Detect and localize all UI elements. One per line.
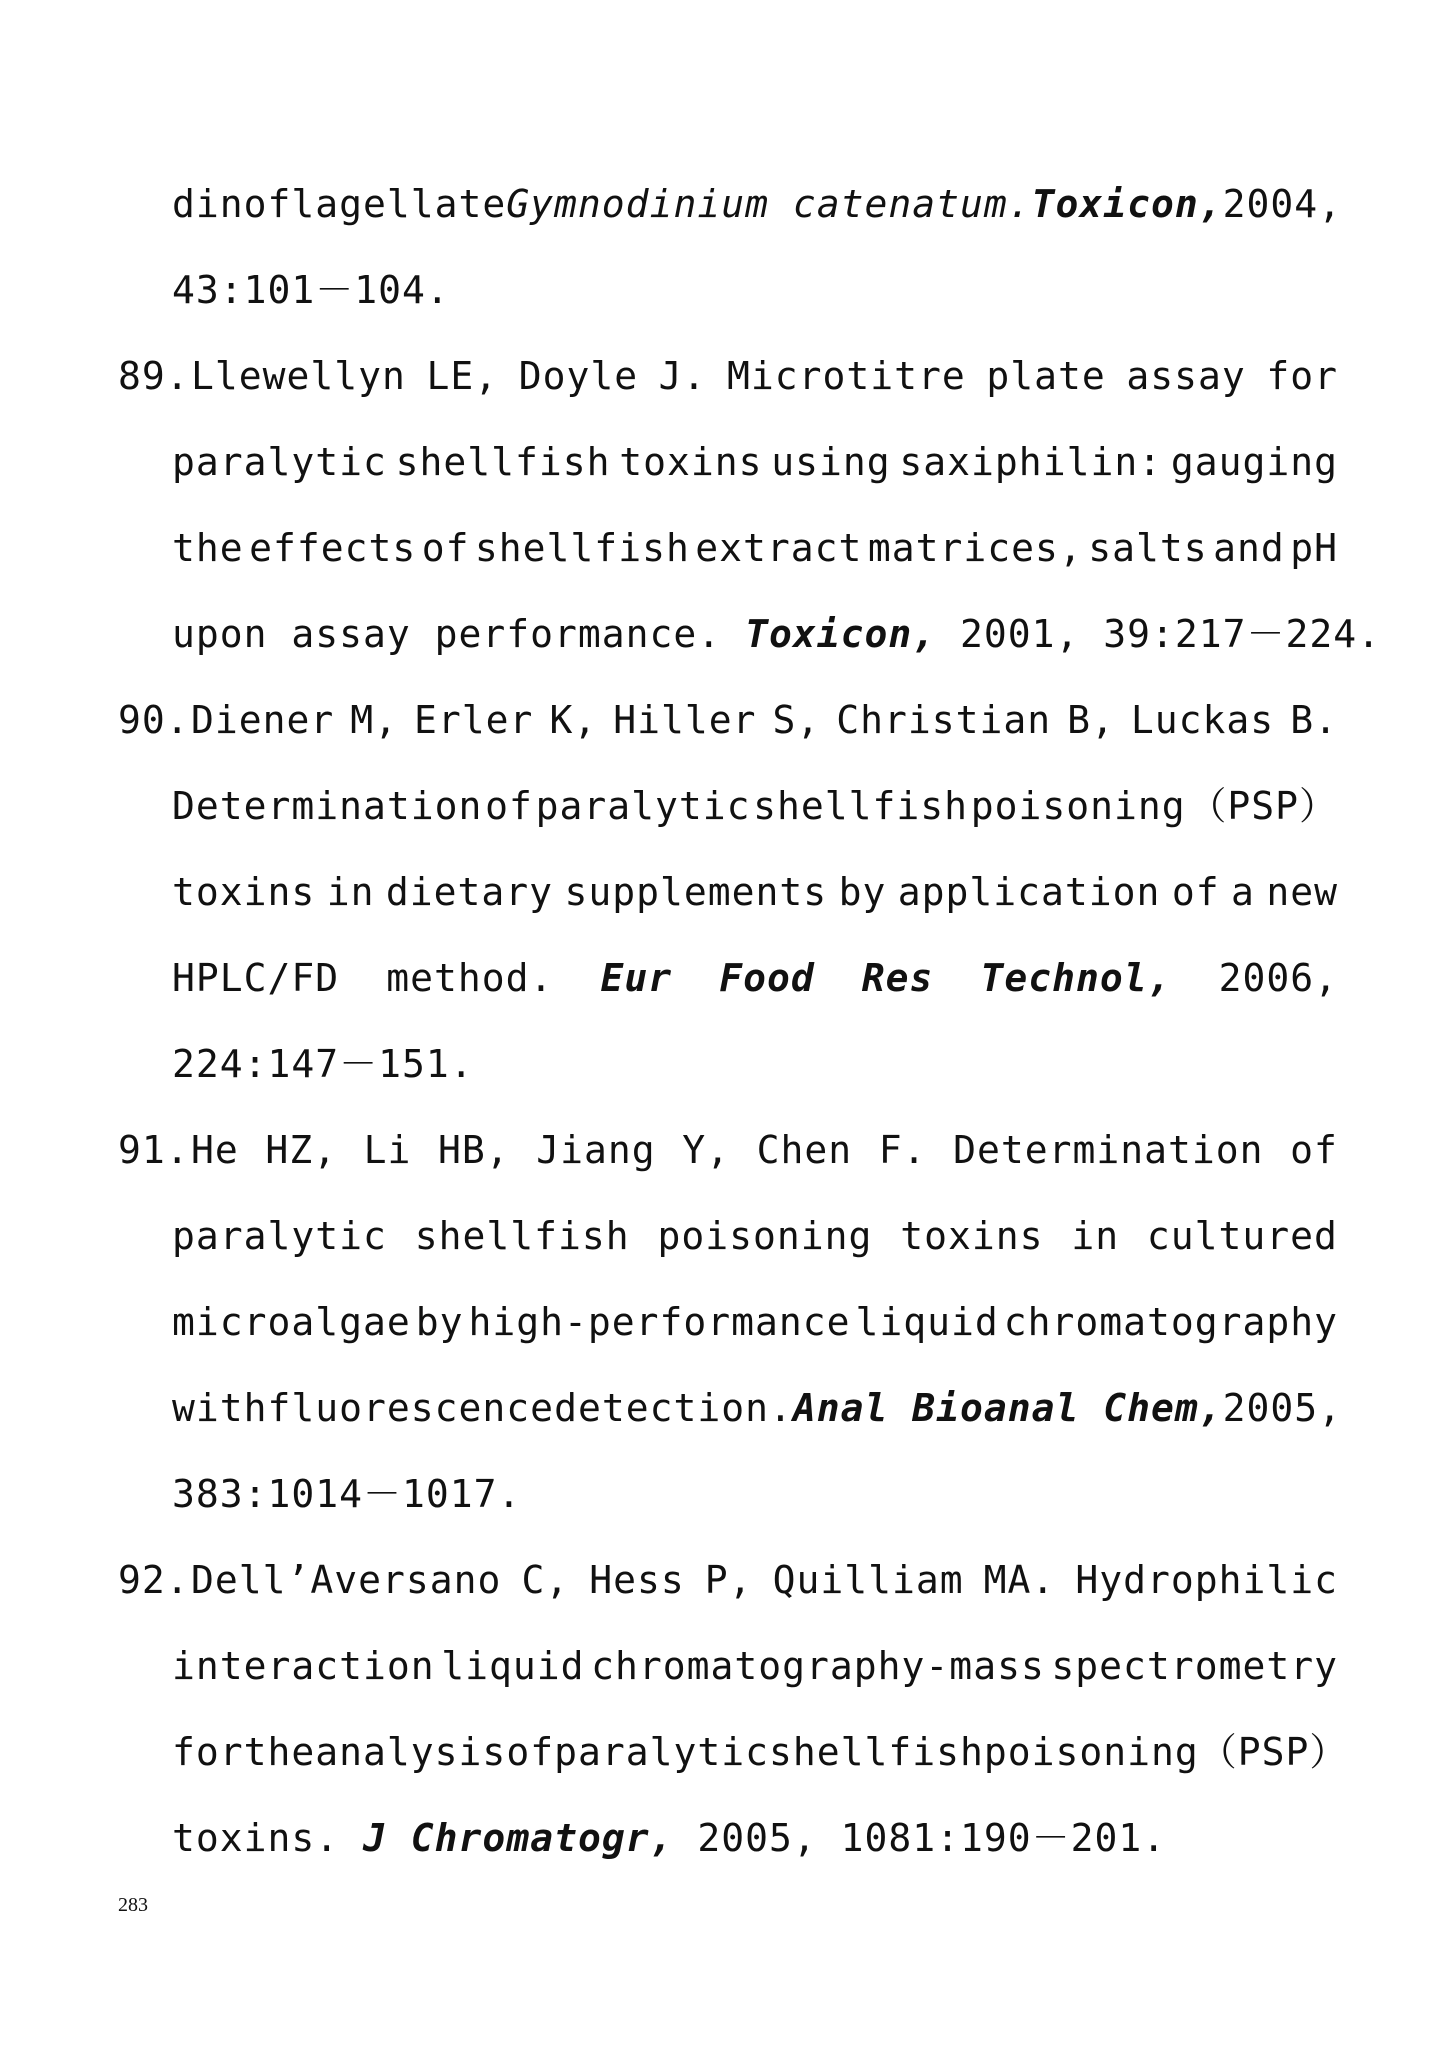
reference-year: 2005, xyxy=(1222,1386,1343,1430)
reference-word: Microtitre xyxy=(727,354,966,398)
reference-word: fluorescence xyxy=(267,1386,555,1430)
reference-word: new xyxy=(1266,870,1338,914)
journal-name: Toxicon, xyxy=(1031,182,1223,226)
reference-word: toxins xyxy=(172,870,316,914)
reference-word: LE, xyxy=(426,354,499,398)
reference-word: toxins xyxy=(619,440,763,484)
reference-line xyxy=(191,677,1338,763)
journal-name: Toxicon, xyxy=(745,612,937,656)
reference-word: Hiller xyxy=(613,698,757,742)
reference-number: 91. xyxy=(118,1128,190,1172)
reference-word: HZ, xyxy=(265,1128,338,1172)
reference-line xyxy=(191,1537,1338,1623)
reference-word: of xyxy=(1290,1128,1338,1172)
reference-word: high-performance xyxy=(468,1300,851,1344)
reference-word: shellfish xyxy=(753,784,969,828)
reference-word: in xyxy=(326,870,375,914)
reference-word: paralytic xyxy=(554,1730,769,1774)
reference-word: HB, xyxy=(438,1128,510,1172)
reference-word: paralytic xyxy=(535,784,751,828)
reference-word: matrices, xyxy=(867,526,1083,570)
reference-word: C, xyxy=(521,1558,570,1602)
reference-year: 2006, xyxy=(1218,956,1338,1000)
reference-word: by xyxy=(415,1300,464,1344)
reference-word: of xyxy=(485,784,533,828)
reference-word: shellfish xyxy=(414,1214,630,1258)
reference-text: dinoflagellate xyxy=(172,182,507,226)
reference-line xyxy=(172,591,1382,677)
reference-text: upon assay performance. xyxy=(172,612,722,656)
reference-line xyxy=(172,1451,1338,1537)
reference-pages: 43:101－104. xyxy=(172,268,450,312)
reference-word: S, xyxy=(772,698,821,742)
reference-line xyxy=(172,1365,1343,1451)
reference-word: M, xyxy=(350,698,399,742)
reference-word: poisoning xyxy=(657,1214,873,1258)
reference-word: pH xyxy=(1290,526,1338,570)
reference-line xyxy=(191,333,1338,419)
reference-word: shellfish xyxy=(474,526,690,570)
reference-word: Chen xyxy=(756,1128,853,1172)
reference-word: chromatography xyxy=(1003,1300,1338,1344)
journal-word: Food xyxy=(719,956,815,1000)
reference-word: MA. xyxy=(983,1558,1056,1602)
reference-word: HPLC/FD xyxy=(172,956,340,1000)
reference-line xyxy=(172,1623,1338,1709)
reference-word: effects xyxy=(249,526,417,570)
reference-line xyxy=(172,763,1338,849)
reference-word: extract xyxy=(695,526,863,570)
journal-word: Eur xyxy=(600,956,673,1000)
reference-word: B, xyxy=(1067,698,1115,742)
reference-word: Li xyxy=(363,1128,412,1172)
reference-word: He xyxy=(191,1128,239,1172)
reference-word: Hess xyxy=(589,1558,685,1602)
reference-word: method. xyxy=(386,956,554,1000)
reference-word: Doyle xyxy=(518,354,639,398)
reference-word: Diener xyxy=(191,698,335,742)
reference-word: in xyxy=(1071,1214,1120,1258)
reference-word: spectrometry xyxy=(1051,1644,1338,1688)
reference-word: dietary xyxy=(385,870,554,914)
reference-word: interaction xyxy=(172,1644,435,1688)
reference-line xyxy=(172,1193,1338,1279)
journal-name: J Chromatogr, xyxy=(363,1816,674,1860)
reference-word: supplements xyxy=(564,870,828,914)
reference-word: Luckas xyxy=(1130,698,1275,742)
reference-number: 92. xyxy=(118,1558,190,1602)
reference-word: with xyxy=(172,1386,268,1430)
reference-word: J. xyxy=(658,354,707,398)
reference-word: Christian xyxy=(836,698,1052,742)
reference-word: for xyxy=(1266,354,1338,398)
reference-pages: 224:147－151. xyxy=(172,1042,474,1086)
reference-line xyxy=(172,161,1343,247)
reference-word: Jiang xyxy=(536,1128,656,1172)
reference-word: paralytic xyxy=(172,1214,387,1258)
reference-word: the xyxy=(172,526,244,570)
reference-line xyxy=(172,505,1338,591)
reference-word: K, xyxy=(549,698,598,742)
reference-line xyxy=(172,419,1338,505)
reference-word: a xyxy=(1231,870,1255,914)
reference-word: Y, xyxy=(682,1128,731,1172)
reference-word: Llewellyn xyxy=(191,354,406,398)
reference-word: saxiphilin: xyxy=(899,440,1163,484)
reference-word: of xyxy=(1171,870,1220,914)
journal-word: Technol, xyxy=(980,956,1172,1000)
reference-word: Determination xyxy=(953,1128,1264,1172)
reference-line xyxy=(172,1795,1338,1881)
reference-word: cultured xyxy=(1146,1214,1338,1258)
reference-word: chromatography-mass xyxy=(591,1644,1045,1688)
reference-word: shellfish xyxy=(768,1730,984,1774)
reference-word: Determination xyxy=(172,784,483,828)
reference-line xyxy=(172,1279,1338,1365)
reference-word: （PSP） xyxy=(1198,1730,1349,1774)
reference-word: microalgae xyxy=(172,1300,411,1344)
reference-word: assay xyxy=(1126,354,1246,398)
reference-word: analysis xyxy=(315,1730,507,1774)
reference-word: detection. xyxy=(554,1386,793,1430)
reference-word: the xyxy=(243,1730,316,1774)
reference-word: Dell’Aversano xyxy=(191,1558,502,1602)
reference-word: （PSP） xyxy=(1188,784,1338,828)
reference-word: application xyxy=(897,870,1161,914)
reference-year-pages: 2001, 39:217－224. xyxy=(960,612,1382,656)
reference-word: of xyxy=(506,1730,555,1774)
reference-line xyxy=(172,849,1338,935)
reference-word: shellfish xyxy=(395,440,611,484)
reference-word: paralytic xyxy=(172,440,387,484)
reference-line xyxy=(172,1709,1349,1795)
reference-word: poisoning xyxy=(983,1730,1199,1774)
page-number: 283 xyxy=(118,1894,148,1916)
reference-word: F. xyxy=(878,1128,927,1172)
reference-word: liquid xyxy=(855,1300,999,1344)
reference-word: by xyxy=(838,870,887,914)
reference-word: gauging xyxy=(1170,440,1338,484)
reference-word: salts xyxy=(1088,526,1208,570)
reference-word: Erler xyxy=(414,698,534,742)
reference-line xyxy=(172,1021,1338,1107)
reference-word: Quilliam xyxy=(772,1558,964,1602)
reference-word: and xyxy=(1213,526,1285,570)
reference-word: liquid xyxy=(441,1644,585,1688)
journal-word: Res xyxy=(861,956,934,1000)
reference-word: plate xyxy=(986,354,1106,398)
reference-word: P, xyxy=(704,1558,753,1602)
species-name: Gymnodinium catenatum. xyxy=(506,182,1032,226)
reference-word: B. xyxy=(1290,698,1338,742)
reference-word: toxins xyxy=(900,1214,1044,1258)
reference-word: for xyxy=(172,1730,244,1774)
journal-name: Anal Bioanal Chem, xyxy=(792,1386,1223,1430)
reference-word: of xyxy=(421,526,470,570)
reference-line xyxy=(172,935,1338,1021)
reference-line xyxy=(191,1107,1338,1193)
reference-year-pages: 2005, 1081:190－201. xyxy=(697,1816,1167,1860)
reference-number: 90. xyxy=(118,698,190,742)
reference-number: 89. xyxy=(118,354,190,398)
reference-word: Hydrophilic xyxy=(1075,1558,1338,1602)
reference-word: poisoning xyxy=(970,784,1186,828)
reference-text: toxins. xyxy=(172,1816,340,1860)
reference-pages: 383:1014－1017. xyxy=(172,1472,522,1516)
reference-year: 2004, xyxy=(1222,182,1343,226)
reference-line xyxy=(172,247,1338,333)
reference-word: using xyxy=(771,440,891,484)
